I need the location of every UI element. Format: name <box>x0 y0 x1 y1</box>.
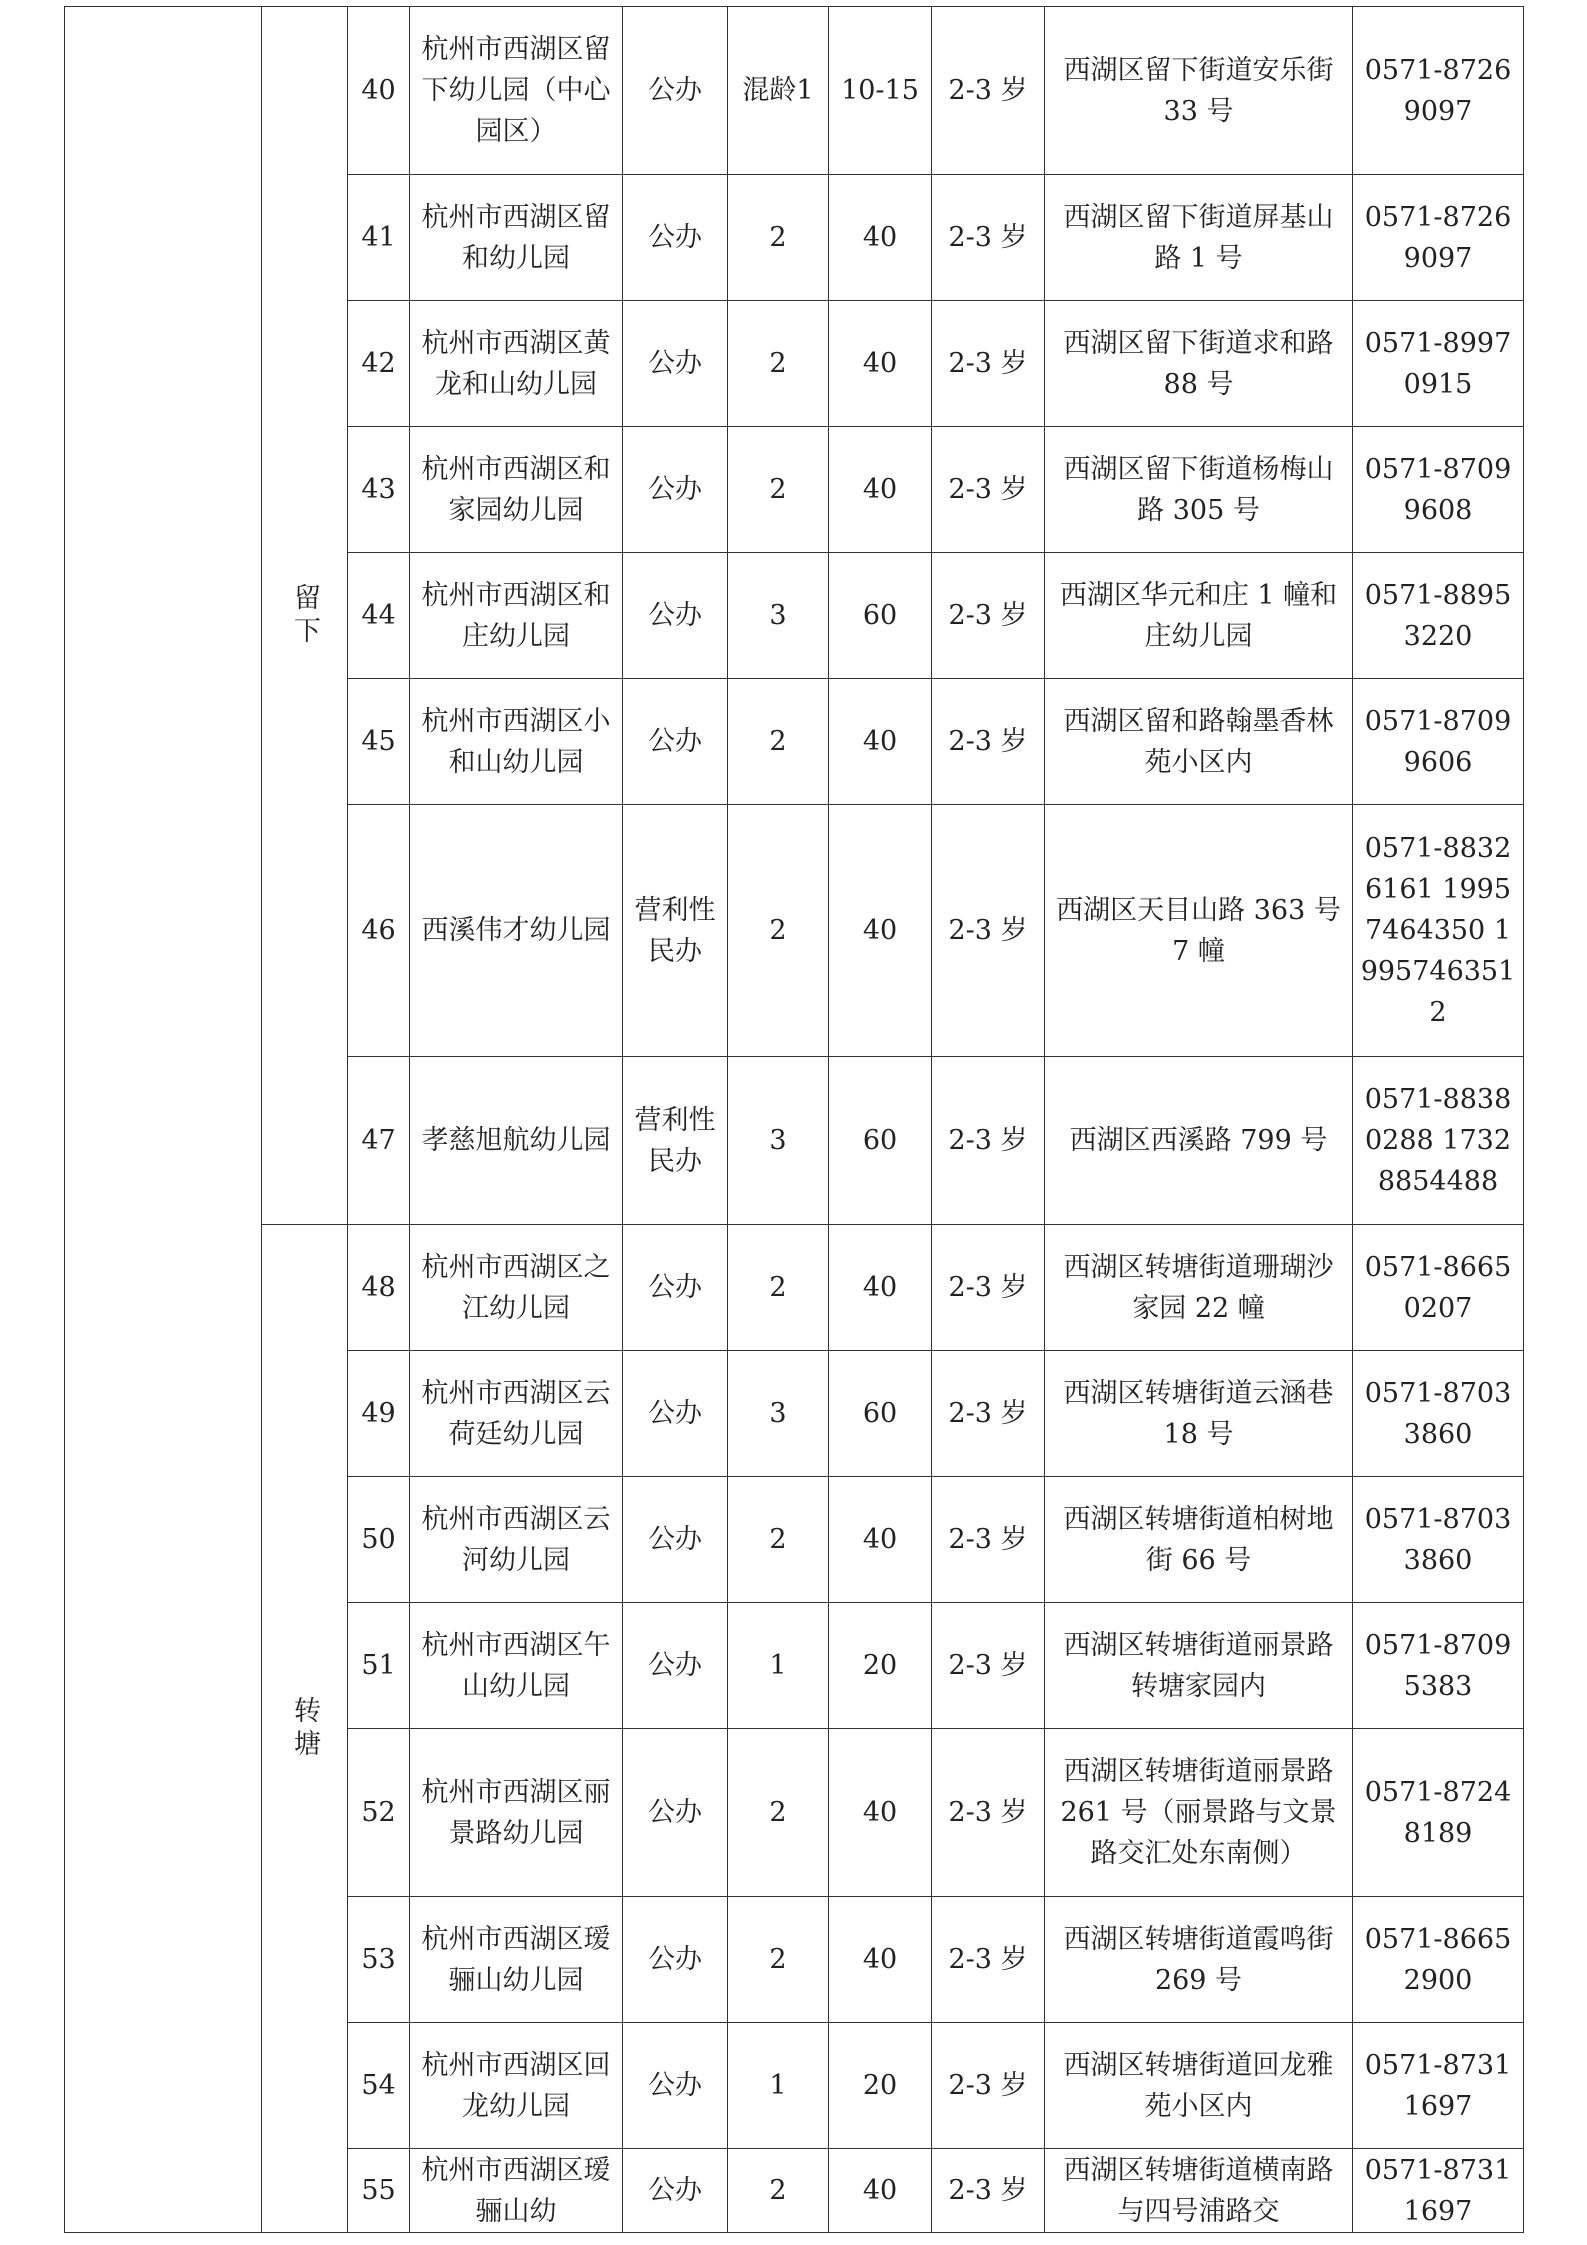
places-cell: 40 <box>829 301 932 427</box>
type-cell: 营利性民办 <box>623 1057 728 1225</box>
type-cell: 公办 <box>623 1729 728 1897</box>
address-cell: 西湖区转塘街道横南路与四号浦路交 <box>1045 2149 1353 2233</box>
table-body <box>65 7 1524 2233</box>
places-cell: 60 <box>829 1351 932 1477</box>
name-cell: 杭州市西湖区留下幼儿园（中心园区） <box>410 7 623 175</box>
type-cell: 公办 <box>623 2149 728 2233</box>
type-cell: 公办 <box>623 7 728 175</box>
name-cell: 杭州市西湖区黄龙和山幼儿园 <box>410 301 623 427</box>
index-cell: 50 <box>348 1477 410 1603</box>
classes-cell: 2 <box>728 805 829 1057</box>
name-cell: 杭州市西湖区之江幼儿园 <box>410 1225 623 1351</box>
age-cell: 2-3 岁 <box>932 301 1045 427</box>
street-cell: 转塘 <box>262 1225 348 2233</box>
name-cell: 杭州市西湖区瑷骊山幼儿园 <box>410 1897 623 2023</box>
age-cell: 2-3 岁 <box>932 1225 1045 1351</box>
classes-cell: 1 <box>728 1603 829 1729</box>
kindergarten-table <box>64 6 1524 2233</box>
classes-cell: 1 <box>728 2023 829 2149</box>
phone-cell: 0571-87311697 <box>1353 2023 1524 2149</box>
address-cell: 西湖区转塘街道云涵巷 18 号 <box>1045 1351 1353 1477</box>
places-cell: 40 <box>829 1225 932 1351</box>
type-cell: 公办 <box>623 1225 728 1351</box>
phone-cell: 0571-89970915 <box>1353 301 1524 427</box>
index-cell: 53 <box>348 1897 410 2023</box>
age-cell: 2-3 岁 <box>932 7 1045 175</box>
places-cell: 40 <box>829 427 932 553</box>
phone-cell: 0571-88326161 19957464350 19957463512 <box>1353 805 1524 1057</box>
classes-cell: 3 <box>728 553 829 679</box>
address-cell: 西湖区西溪路 799 号 <box>1045 1057 1353 1225</box>
places-cell: 40 <box>829 2149 932 2233</box>
name-cell: 杭州市西湖区和家园幼儿园 <box>410 427 623 553</box>
type-cell: 公办 <box>623 427 728 553</box>
type-cell: 公办 <box>623 301 728 427</box>
places-cell: 40 <box>829 1729 932 1897</box>
age-cell: 2-3 岁 <box>932 679 1045 805</box>
places-cell: 60 <box>829 553 932 679</box>
district-cell <box>65 7 262 2233</box>
phone-cell: 0571-88953220 <box>1353 553 1524 679</box>
address-cell: 西湖区转塘街道珊瑚沙家园 22 幢 <box>1045 1225 1353 1351</box>
name-cell: 孝慈旭航幼儿园 <box>410 1057 623 1225</box>
classes-cell: 混龄1 <box>728 7 829 175</box>
name-cell: 杭州市西湖区回龙幼儿园 <box>410 2023 623 2149</box>
address-cell: 西湖区转塘街道丽景路转塘家园内 <box>1045 1603 1353 1729</box>
name-cell: 杭州市西湖区和庄幼儿园 <box>410 553 623 679</box>
age-cell: 2-3 岁 <box>932 1351 1045 1477</box>
places-cell: 40 <box>829 175 932 301</box>
phone-cell: 0571-87269097 <box>1353 175 1524 301</box>
age-cell: 2-3 岁 <box>932 1057 1045 1225</box>
table-row <box>65 7 1524 175</box>
age-cell: 2-3 岁 <box>932 1729 1045 1897</box>
places-cell: 20 <box>829 2023 932 2149</box>
index-cell: 46 <box>348 805 410 1057</box>
index-cell: 49 <box>348 1351 410 1477</box>
address-cell: 西湖区转塘街道霞鸣街 269 号 <box>1045 1897 1353 2023</box>
classes-cell: 2 <box>728 427 829 553</box>
name-cell: 杭州市西湖区云荷廷幼儿园 <box>410 1351 623 1477</box>
address-cell: 西湖区留下街道安乐街 33 号 <box>1045 7 1353 175</box>
name-cell: 杭州市西湖区瑷骊山幼 <box>410 2149 623 2233</box>
index-cell: 54 <box>348 2023 410 2149</box>
type-cell: 公办 <box>623 553 728 679</box>
phone-cell: 0571-86652900 <box>1353 1897 1524 2023</box>
address-cell: 西湖区转塘街道丽景路 261 号（丽景路与文景路交汇处东南侧） <box>1045 1729 1353 1897</box>
phone-cell: 0571-87311697 <box>1353 2149 1524 2233</box>
index-cell: 55 <box>348 2149 410 2233</box>
name-cell: 杭州市西湖区云河幼儿园 <box>410 1477 623 1603</box>
name-cell: 杭州市西湖区午山幼儿园 <box>410 1603 623 1729</box>
address-cell: 西湖区留下街道杨梅山路 305 号 <box>1045 427 1353 553</box>
classes-cell: 3 <box>728 1057 829 1225</box>
classes-cell: 2 <box>728 301 829 427</box>
table-row <box>65 1225 1524 1351</box>
phone-cell: 0571-87099606 <box>1353 679 1524 805</box>
places-cell: 60 <box>829 1057 932 1225</box>
classes-cell: 2 <box>728 679 829 805</box>
places-cell: 40 <box>829 805 932 1057</box>
index-cell: 41 <box>348 175 410 301</box>
type-cell: 公办 <box>623 175 728 301</box>
classes-cell: 2 <box>728 175 829 301</box>
phone-cell: 0571-87269097 <box>1353 7 1524 175</box>
age-cell: 2-3 岁 <box>932 175 1045 301</box>
phone-cell: 0571-87248189 <box>1353 1729 1524 1897</box>
index-cell: 48 <box>348 1225 410 1351</box>
name-cell: 杭州市西湖区小和山幼儿园 <box>410 679 623 805</box>
type-cell: 公办 <box>623 1603 728 1729</box>
index-cell: 52 <box>348 1729 410 1897</box>
classes-cell: 2 <box>728 2149 829 2233</box>
classes-cell: 2 <box>728 1477 829 1603</box>
age-cell: 2-3 岁 <box>932 1477 1045 1603</box>
classes-cell: 2 <box>728 1225 829 1351</box>
age-cell: 2-3 岁 <box>932 2023 1045 2149</box>
index-cell: 44 <box>348 553 410 679</box>
age-cell: 2-3 岁 <box>932 2149 1045 2233</box>
age-cell: 2-3 岁 <box>932 1603 1045 1729</box>
index-cell: 40 <box>348 7 410 175</box>
type-cell: 公办 <box>623 1477 728 1603</box>
address-cell: 西湖区留下街道屏基山路 1 号 <box>1045 175 1353 301</box>
classes-cell: 3 <box>728 1351 829 1477</box>
age-cell: 2-3 岁 <box>932 1897 1045 2023</box>
index-cell: 47 <box>348 1057 410 1225</box>
address-cell: 西湖区留下街道求和路 88 号 <box>1045 301 1353 427</box>
phone-cell: 0571-87033860 <box>1353 1351 1524 1477</box>
address-cell: 西湖区转塘街道柏树地街 66 号 <box>1045 1477 1353 1603</box>
address-cell: 西湖区留和路翰墨香林苑小区内 <box>1045 679 1353 805</box>
age-cell: 2-3 岁 <box>932 805 1045 1057</box>
places-cell: 20 <box>829 1603 932 1729</box>
name-cell: 杭州市西湖区丽景路幼儿园 <box>410 1729 623 1897</box>
classes-cell: 2 <box>728 1729 829 1897</box>
index-cell: 51 <box>348 1603 410 1729</box>
type-cell: 公办 <box>623 2023 728 2149</box>
index-cell: 45 <box>348 679 410 805</box>
places-cell: 40 <box>829 1897 932 2023</box>
street-cell: 留下 <box>262 7 348 1225</box>
phone-cell: 0571-86650207 <box>1353 1225 1524 1351</box>
type-cell: 公办 <box>623 1897 728 2023</box>
age-cell: 2-3 岁 <box>932 427 1045 553</box>
name-cell: 西溪伟才幼儿园 <box>410 805 623 1057</box>
index-cell: 42 <box>348 301 410 427</box>
places-cell: 10-15 <box>829 7 932 175</box>
places-cell: 40 <box>829 1477 932 1603</box>
type-cell: 公办 <box>623 1351 728 1477</box>
name-cell: 杭州市西湖区留和幼儿园 <box>410 175 623 301</box>
phone-cell: 0571-87099608 <box>1353 427 1524 553</box>
address-cell: 西湖区华元和庄 1 幢和庄幼儿园 <box>1045 553 1353 679</box>
address-cell: 西湖区天目山路 363 号 7 幢 <box>1045 805 1353 1057</box>
address-cell: 西湖区转塘街道回龙雅苑小区内 <box>1045 2023 1353 2149</box>
index-cell: 43 <box>348 427 410 553</box>
type-cell: 营利性民办 <box>623 805 728 1057</box>
phone-cell: 0571-87033860 <box>1353 1477 1524 1603</box>
places-cell: 40 <box>829 679 932 805</box>
age-cell: 2-3 岁 <box>932 553 1045 679</box>
type-cell: 公办 <box>623 679 728 805</box>
phone-cell: 0571-88380288 17328854488 <box>1353 1057 1524 1225</box>
classes-cell: 2 <box>728 1897 829 2023</box>
phone-cell: 0571-87095383 <box>1353 1603 1524 1729</box>
